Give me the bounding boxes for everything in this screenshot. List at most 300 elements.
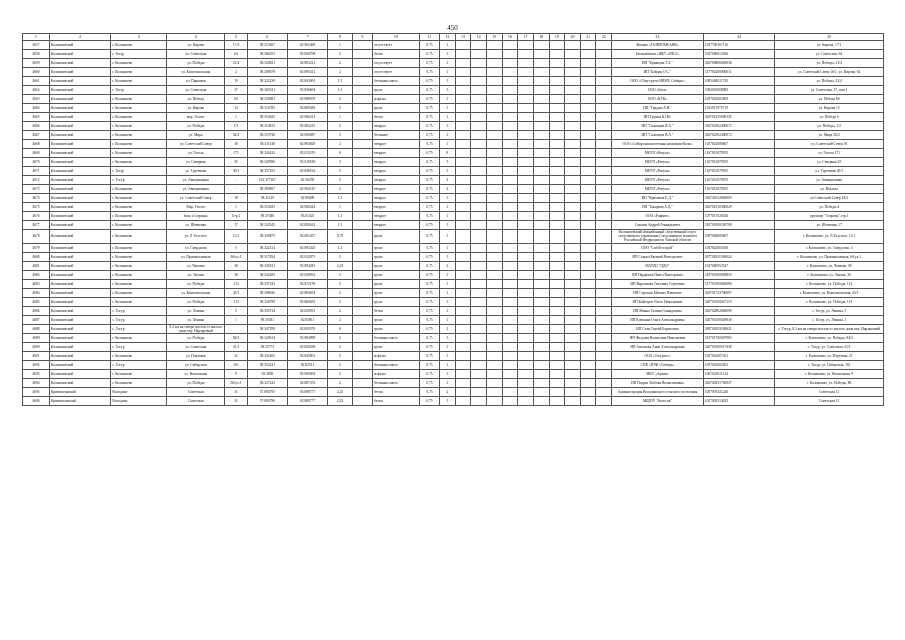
table-cell-c18	[533, 230, 549, 244]
table-cell-c1: 4686	[23, 306, 50, 315]
table-cell-c19	[549, 86, 565, 95]
table-cell-c14	[471, 221, 487, 230]
table-cell-c15	[486, 361, 502, 370]
table-cell-c7: 82.56559	[287, 176, 327, 185]
table-cell-c18	[533, 50, 549, 59]
table-cell-c17	[518, 59, 534, 68]
table-cell-c13	[455, 243, 471, 252]
table-cell-c16	[502, 149, 518, 158]
table-cell-c14	[471, 185, 487, 194]
table-cell-c9	[352, 370, 372, 379]
table-cell-c7: 82.829031	[287, 306, 327, 315]
table-cell-c25: ул. Победа 6	[775, 113, 884, 122]
table-cell-c21	[580, 158, 596, 167]
table-cell-c19	[549, 315, 565, 324]
table-cell-c10: бетон	[372, 113, 419, 122]
table-cell-c15	[486, 104, 502, 113]
table-cell-c12: 1	[440, 77, 456, 86]
table-cell-c5: 36/2	[225, 131, 247, 140]
table-cell-c13	[455, 221, 471, 230]
table-cell-c23: МКУ «Архив»	[612, 370, 704, 379]
table-cell-c25: урочище "Старица",стр.1	[775, 212, 884, 221]
table-cell-c7: 82.89609	[287, 194, 327, 203]
table-cell-c9	[352, 185, 372, 194]
table-row	[23, 167, 884, 176]
table-cell-c2: Колпашевский	[49, 297, 111, 306]
table-cell-c17	[518, 388, 534, 397]
table-cell-c6: 58.347709	[247, 324, 287, 333]
table-cell-c7: 82.893221	[287, 59, 327, 68]
table-cell-c2: Колпашевский	[49, 221, 111, 230]
table-cell-c1: 4666	[23, 122, 50, 131]
table-cell-c1: 4671	[23, 167, 50, 176]
table-cell-c13	[455, 176, 471, 185]
table-cell-c24: 304702510300029	[703, 203, 775, 212]
table-cell-c8: 2	[328, 306, 353, 315]
table-cell-c7: 82.888078	[287, 95, 327, 104]
table-cell-c25: Советская 31	[775, 388, 884, 397]
table-cell-c16	[502, 68, 518, 77]
table-cell-c14	[471, 158, 487, 167]
column-number-header: 16	[502, 34, 518, 41]
table-cell-c8: 2	[328, 68, 353, 77]
table-cell-c12: 1	[440, 297, 456, 306]
table-cell-c19	[549, 352, 565, 361]
table-cell-c2: Колпашевский	[49, 343, 111, 352]
table-cell-c18	[533, 158, 549, 167]
table-cell-c13	[455, 370, 471, 379]
table-cell-c20	[565, 77, 581, 86]
table-cell-c14	[471, 230, 487, 244]
header-row	[23, 34, 884, 41]
table-cell-c17	[518, 324, 534, 333]
table-cell-c16	[502, 203, 518, 212]
table-cell-c3: г. Колпашево	[111, 370, 167, 379]
table-cell-c25: г. Колпашево, ул. Свердлова, 3	[775, 243, 884, 252]
table-cell-c13	[455, 149, 471, 158]
table-cell-c22	[596, 243, 612, 252]
table-cell-c20	[565, 50, 581, 59]
table-cell-c20	[565, 388, 581, 397]
table-cell-c18	[533, 122, 549, 131]
table-cell-c15	[486, 252, 502, 261]
table-cell-c9	[352, 131, 372, 140]
table-cell-c15	[486, 203, 502, 212]
table-cell-c22	[596, 315, 612, 324]
table-cell-c10: бетонная плита	[372, 334, 419, 343]
table-cell-c9	[352, 297, 372, 306]
table-cell-c20	[565, 324, 581, 333]
table-cell-c4: ул. Л Толстого	[167, 230, 225, 244]
table-cell-c17	[518, 149, 534, 158]
table-cell-c12: 1	[440, 212, 456, 221]
table-cell-c8: 2	[328, 50, 353, 59]
table-cell-c13	[455, 167, 471, 176]
table-cell-c1: 4690	[23, 343, 50, 352]
table-cell-c4: ул. Победа	[167, 95, 225, 104]
table-cell-c11: 0,75	[419, 158, 439, 167]
table-cell-c12: 5	[440, 167, 456, 176]
table-cell-c24: 304702802600009	[703, 306, 775, 315]
table-cell-c3: г. Колпашево	[111, 379, 167, 388]
table-cell-c8: 2,25	[328, 388, 353, 397]
table-cell-c2: Кривошеинский	[49, 397, 111, 406]
table-cell-c9	[352, 113, 372, 122]
table-cell-c1: 4664	[23, 104, 50, 113]
table-cell-c1: 4685	[23, 297, 50, 306]
table-cell-c20	[565, 131, 581, 140]
table-cell-c25: с. Тогур, ул. Ленина, 5	[775, 306, 884, 315]
table-cell-c17	[518, 306, 534, 315]
table-cell-c4: ул. Гоголя	[167, 149, 225, 158]
table-cell-c25: ул. Советская, 64	[775, 50, 884, 59]
table-cell-c11: 0,75	[419, 50, 439, 59]
table-cell-c11: 0,75	[419, 279, 439, 288]
table-cell-c14	[471, 50, 487, 59]
table-cell-c24: 317703100082086	[703, 279, 775, 288]
table-cell-c2: Колпашевский	[49, 185, 111, 194]
table-cell-c5: 1	[225, 203, 247, 212]
table-cell-c8: 1,5	[328, 243, 353, 252]
table-cell-c6: 58.321465	[247, 352, 287, 361]
table-row	[23, 379, 884, 388]
table-cell-c9	[352, 203, 372, 212]
table-cell-c9	[352, 261, 372, 270]
table-cell-c12: 1	[440, 194, 456, 203]
table-cell-c22	[596, 140, 612, 149]
table-cell-c23: Филиал «ГАЗПРОМБАНК»	[612, 41, 704, 50]
table-cell-c12: 1	[440, 343, 456, 352]
table-cell-c6: 58.313487	[247, 41, 287, 50]
table-cell-c21	[580, 230, 596, 244]
table-cell-c9	[352, 252, 372, 261]
table-cell-c8: 3	[328, 158, 353, 167]
table-cell-c3: г. Тогур	[111, 86, 167, 95]
table-cell-c18	[533, 279, 549, 288]
table-cell-c19	[549, 50, 565, 59]
table-cell-c12: 1	[440, 86, 456, 95]
table-row	[23, 261, 884, 270]
table-cell-c23: МБДОУ "Колосок"	[612, 397, 704, 406]
table-cell-c8: 2	[328, 334, 353, 343]
table-cell-c11: 0,75	[419, 243, 439, 252]
table-cell-c22	[596, 324, 612, 333]
table-cell-c25: с. Тогур, ул. Ленина, 1	[775, 315, 884, 324]
table-cell-c2: Колпашевский	[49, 352, 111, 361]
table-cell-c7: 83.015219	[287, 149, 327, 158]
table-cell-c6: 58.365341	[247, 86, 287, 95]
table-cell-c4: Мкр. Геолог	[167, 203, 225, 212]
table-cell-c22	[596, 261, 612, 270]
table-cell-c24: 318701000100708	[703, 221, 775, 230]
table-cell-c18	[533, 252, 549, 261]
table-cell-c24: 1167031079555	[703, 158, 775, 167]
table-cell-c20	[565, 252, 581, 261]
table-cell-c25: ул. Победы, 21/4	[775, 77, 884, 86]
table-cell-c24: 1097028000607	[703, 230, 775, 244]
table-cell-c11: 0,75	[419, 104, 439, 113]
table-cell-c7: 82.83811	[287, 315, 327, 324]
table-cell-c22	[596, 185, 612, 194]
table-cell-c1: 4682	[23, 270, 50, 279]
table-cell-c25: ул. Гоголя 171	[775, 149, 884, 158]
table-cell-c13	[455, 131, 471, 140]
table-cell-c21	[580, 343, 596, 352]
table-cell-c14	[471, 77, 487, 86]
table-row	[23, 306, 884, 315]
table-cell-c8: 2	[328, 176, 353, 185]
table-cell-c19	[549, 185, 565, 194]
table-row	[23, 370, 884, 379]
column-number-header: 12	[440, 34, 456, 41]
table-cell-c5: 13	[225, 104, 247, 113]
table-cell-c23: МБУП «Ритуал»	[612, 176, 704, 185]
table-cell-c2: Колпашевский	[49, 113, 111, 122]
table-cell-c21	[580, 315, 596, 324]
table-cell-c2: Колпашевский	[49, 306, 111, 315]
table-cell-c24: 304701723700097	[703, 288, 775, 297]
table-cell-c23: ИП Парфенов Павел Викторович	[612, 270, 704, 279]
table-cell-c21	[580, 379, 596, 388]
table-cell-c11: 0,75	[419, 288, 439, 297]
column-number-header: 7	[287, 34, 327, 41]
table-cell-c5	[225, 324, 247, 333]
table-cell-c6: 58.329614	[247, 334, 287, 343]
table-cell-c1: 4681	[23, 261, 50, 270]
table-cell-c5: -	[225, 185, 247, 194]
table-cell-c2: Колпашевский	[49, 370, 111, 379]
table-cell-c8: 1	[328, 203, 353, 212]
table-cell-c24: 1167031079555	[703, 185, 775, 194]
table-cell-c12: 5	[440, 158, 456, 167]
table-cell-c21	[580, 297, 596, 306]
table-cell-c20	[565, 194, 581, 203]
table-cell-c24: 1167031079555	[703, 149, 775, 158]
table-cell-c16	[502, 113, 518, 122]
table-cell-c11: 0,75	[419, 261, 439, 270]
table-cell-c20	[565, 370, 581, 379]
table-cell-c22	[596, 41, 612, 50]
table-cell-c21	[580, 397, 596, 406]
table-cell-c11: 0,75	[419, 131, 439, 140]
table-cell-c15	[486, 352, 502, 361]
table-cell-c20	[565, 95, 581, 104]
table-row	[23, 243, 884, 252]
table-cell-c16	[502, 334, 518, 343]
table-cell-c10: отсутствует	[372, 59, 419, 68]
table-cell-c25: г. Колпашево, ул. Чапаева, 38	[775, 261, 884, 270]
table-cell-c10: асфальт	[372, 352, 419, 361]
table-cell-c14	[471, 243, 487, 252]
table-cell-c4: 0,2 км на северо-восток от жилого дома пер. Нарзаровый	[167, 324, 225, 333]
table-cell-c16	[502, 288, 518, 297]
table-cell-c8: 6	[328, 149, 353, 158]
table-cell-c10: твердое	[372, 185, 419, 194]
table-cell-c1: 4688	[23, 324, 50, 333]
table-cell-c3: с. Тогур	[111, 315, 167, 324]
table-cell-c13	[455, 306, 471, 315]
table-cell-c24: 1027003314423	[703, 397, 775, 406]
table-cell-c23: Биокомбинат «ФКУ «ИК-2»	[612, 50, 704, 59]
table-cell-c8: 1,5	[328, 212, 353, 221]
table-cell-c12: 2	[440, 185, 456, 194]
table-cell-c6: 58.324285	[247, 270, 287, 279]
table-cell-c17	[518, 252, 534, 261]
table-cell-c3: г. Колпашево	[111, 334, 167, 343]
table-cell-c12: 1	[440, 140, 456, 149]
table-cell-c3: г. Колпашево	[111, 243, 167, 252]
table-cell-c3: г. Колпашево	[111, 194, 167, 203]
table-cell-c16	[502, 140, 518, 149]
table-cell-c18	[533, 270, 549, 279]
table-cell-c17	[518, 370, 534, 379]
table-cell-c23: ИП Варламова Светлана Сергеевна	[612, 279, 704, 288]
table-cell-c7: 82.902215	[287, 122, 327, 131]
table-cell-c17	[518, 86, 534, 95]
table-row	[23, 149, 884, 158]
column-number-header: 19	[549, 34, 565, 41]
table-cell-c22	[596, 149, 612, 158]
table-cell-c6: 58.329081	[247, 95, 287, 104]
table-cell-c13	[455, 270, 471, 279]
table-cell-c4: ул. Победы	[167, 59, 225, 68]
table-cell-c1: 4694	[23, 379, 50, 388]
table-cell-c9	[352, 104, 372, 113]
table-cell-c9	[352, 158, 372, 167]
table-cell-c10: твердое	[372, 158, 419, 167]
table-cell-c17	[518, 343, 534, 352]
table-cell-c3: г. Колпашево	[111, 41, 167, 50]
table-cell-c6: 58.337233	[247, 279, 287, 288]
table-cell-c13	[455, 95, 471, 104]
table-cell-c15	[486, 95, 502, 104]
table-cell-c22	[596, 297, 612, 306]
table-cell-c7: 82.903457	[287, 230, 327, 244]
table-cell-c25: ул. Советский Север 18	[775, 140, 884, 149]
table-cell-c25: г. Колпашево, ул. Победы, 84/3	[775, 334, 884, 343]
table-cell-c20	[565, 113, 581, 122]
table-cell-c16	[502, 122, 518, 131]
table-cell-c24: 315701700007983	[703, 334, 775, 343]
table-cell-c3: с. Тогур	[111, 306, 167, 315]
table-cell-c20	[565, 203, 581, 212]
table-cell-c21	[580, 270, 596, 279]
table-cell-c25: ул. Мира 36/2	[775, 131, 884, 140]
table-cell-c17	[518, 104, 534, 113]
table-cell-c5: 31	[225, 397, 247, 406]
table-cell-c8: 2	[328, 352, 353, 361]
table-cell-c16	[502, 315, 518, 324]
table-cell-c10: бетонная плита	[372, 77, 419, 86]
table-cell-c19	[549, 324, 565, 333]
table-cell-c7: 83.889777	[287, 388, 327, 397]
table-cell-c12: 1	[440, 243, 456, 252]
table-cell-c19	[549, 122, 565, 131]
table-cell-c17	[518, 185, 534, 194]
table-cell-c21	[580, 203, 596, 212]
table-cell-c14	[471, 288, 487, 297]
table-cell-c11: 0,75	[419, 343, 439, 352]
table-cell-c17	[518, 113, 534, 122]
table-cell-c18	[533, 361, 549, 370]
table-cell-c15	[486, 343, 502, 352]
table-cell-c21	[580, 243, 596, 252]
table-cell-c2: Колпашевский	[49, 86, 111, 95]
table-cell-c12: 1	[440, 315, 456, 324]
table-cell-c14	[471, 370, 487, 379]
table-cell-c15	[486, 59, 502, 68]
table-cell-c10: бетон	[372, 50, 419, 59]
table-cell-c21	[580, 334, 596, 343]
column-number-header: 14	[471, 34, 487, 41]
table-cell-c11: 0,75	[419, 203, 439, 212]
table-cell-c22	[596, 343, 612, 352]
table-cell-c11: 0,75	[419, 167, 439, 176]
table-row	[23, 140, 884, 149]
table-cell-c23: МБУП «Ритуал»	[612, 158, 704, 167]
table-cell-c20	[565, 361, 581, 370]
table-cell-c25: ул. Советская, 37, пом 1	[775, 86, 884, 95]
table-cell-c6: 58.35031	[247, 315, 287, 324]
table-row	[23, 279, 884, 288]
table-cell-c15	[486, 324, 502, 333]
table-cell-c23: Колпашевский межрайонный следственный отдел следственного управления Следственного комитета Российской Федерации по Томской области	[612, 230, 704, 244]
table-cell-c13	[455, 41, 471, 50]
table-cell-c1: 4668	[23, 140, 50, 149]
table-cell-c19	[549, 221, 565, 230]
table-cell-c21	[580, 131, 596, 140]
table-cell-c16	[502, 41, 518, 50]
table-cell-c2: Колпашевский	[49, 279, 111, 288]
containers-register-table	[22, 33, 884, 406]
table-cell-c4: ул. Северная	[167, 158, 225, 167]
table-cell-c22	[596, 203, 612, 212]
table-cell-c5: 21/4	[225, 59, 247, 68]
table-cell-c23: Администрация Володинского сельского поселения	[612, 388, 704, 397]
table-cell-c9	[352, 194, 372, 203]
table-cell-c22	[596, 270, 612, 279]
table-cell-c19	[549, 297, 565, 306]
table-cell-c2: Колпашевский	[49, 95, 111, 104]
table-row	[23, 68, 884, 77]
table-cell-c18	[533, 221, 549, 230]
table-cell-c7: 82.906087	[287, 131, 327, 140]
table-cell-c22	[596, 77, 612, 86]
table-cell-c19	[549, 140, 565, 149]
column-number-header: 25	[775, 34, 884, 41]
table-cell-c2: Колпашевский	[49, 261, 111, 270]
table-cell-c25: ул.Советский Север 18/2	[775, 194, 884, 203]
table-cell-c5: 17	[225, 221, 247, 230]
table-cell-c17	[518, 77, 534, 86]
table-cell-c18	[533, 261, 549, 270]
table-cell-c15	[486, 167, 502, 176]
table-cell-c6: 513,377187	[247, 176, 287, 185]
table-cell-c4: ул. Мира	[167, 131, 225, 140]
table-cell-c23: ООО «Бета»	[612, 86, 704, 95]
table-cell-c2: Колпашевский	[49, 104, 111, 113]
table-cell-c21	[580, 361, 596, 370]
table-cell-c13	[455, 194, 471, 203]
table-cell-c7: 83.01525	[287, 212, 327, 221]
table-cell-c23: ИП "Байдан О.С."	[612, 68, 704, 77]
table-cell-c19	[549, 203, 565, 212]
table-cell-c21	[580, 212, 596, 221]
table-cell-c15	[486, 261, 502, 270]
table-cell-c19	[549, 95, 565, 104]
table-cell-c24: 1057022007451	[703, 352, 775, 361]
table-cell-c9	[352, 95, 372, 104]
